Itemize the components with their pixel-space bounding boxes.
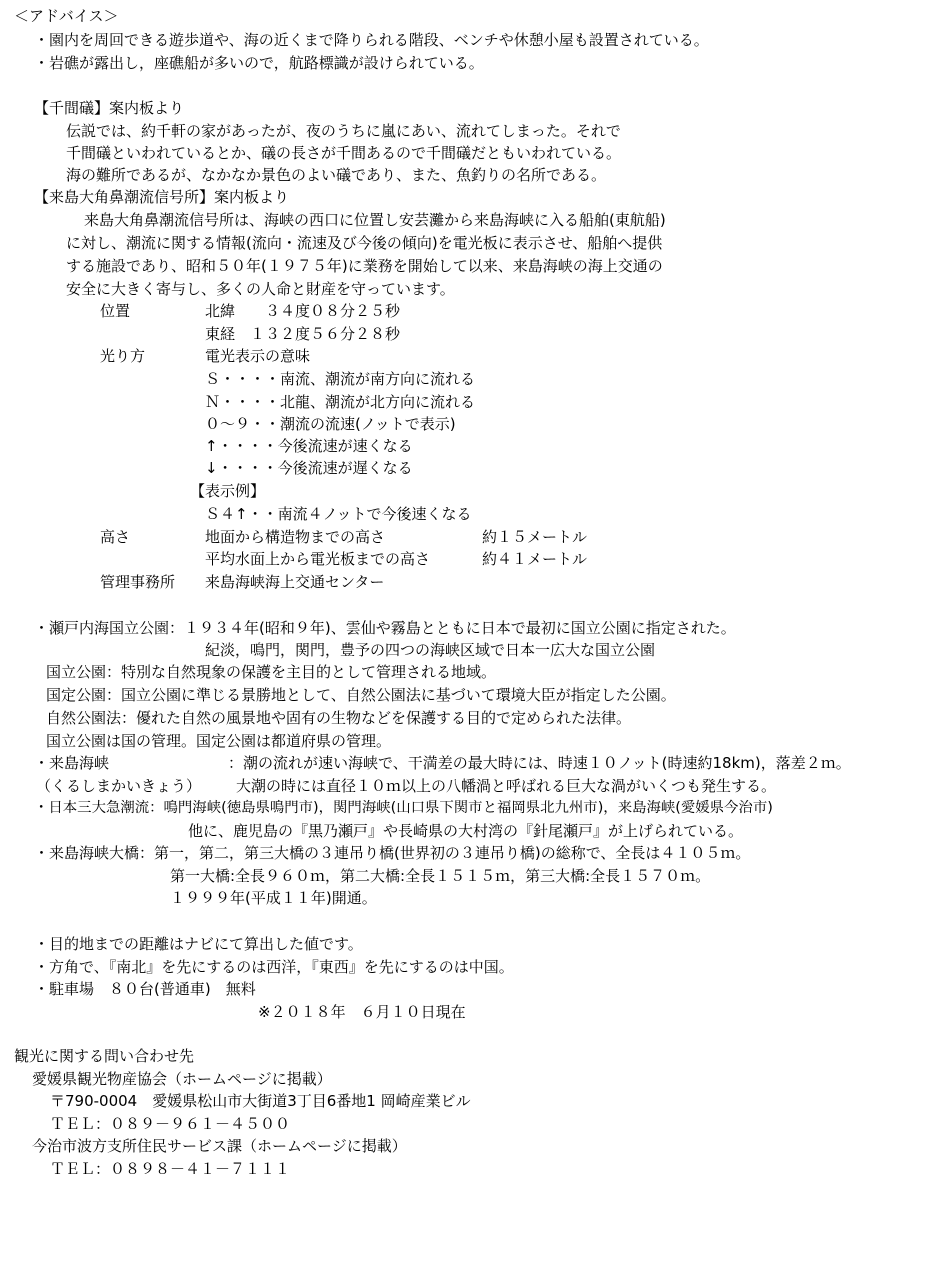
latitude: 北緯 ３４度０８分２５秒 xyxy=(205,302,401,320)
note-line: 紀淡，鳴門，関門，豊予の四つの海峡区域で日本一広大な国立公園 xyxy=(205,641,656,659)
advice-item: ・園内を周回できる遊歩道や、海の近くまで降りられる階段、ベンチや休憩小屋も設置されている。 xyxy=(34,31,709,49)
note-line: １９９９年(平成１１年)開通。 xyxy=(170,889,377,907)
contact-tel: ＴＥＬ：０８９－９６１－４５００ xyxy=(50,1115,291,1133)
height-desc: 平均水面上から電光板までの高さ xyxy=(205,550,431,568)
note-line: ・来島海峡 xyxy=(34,754,110,772)
note-line: ・日本三大急潮流：鳴門海峡(徳島県鳴門市)，関門海峡(山口県下関市と福岡県北九州市)，来島海峡(愛媛県今治市) xyxy=(34,800,773,816)
note-line: 国立公園：特別な自然現象の保護を主目的として管理される地域。 xyxy=(46,663,497,681)
senjojiki-line: 千間礒といわれているとか、礒の長さが千間あるので千間礒だともいわれている。 xyxy=(66,144,622,162)
contact-tel: ＴＥＬ：０８９８－４１－７１１１ xyxy=(50,1160,291,1178)
advice-item: ・岩礁が露出し，座礁船が多いので，航路標識が設けられている。 xyxy=(34,54,484,72)
note-line: 他に、鹿児島の『黒乃瀬戸』や長崎県の大村湾の『針尾瀬戸』が上げられている。 xyxy=(188,822,744,840)
contact-org: 愛媛県観光物産協会（ホームページに掲載） xyxy=(32,1070,332,1088)
height-desc: 地面から構造物までの高さ xyxy=(205,528,386,546)
signal-station-intro: 安全に大きく寄与し、多くの人命と財産を守っています。 xyxy=(66,280,455,298)
note-line: 大潮の時には直径１０ｍ以上の八幡渦と呼ばれる巨大な渦がいくつも発生する。 xyxy=(236,777,777,795)
signal-station-intro: に対し、潮流に関する情報(流向・流速及び今後の傾向)を電光板に表示させ、船舶へ提供 xyxy=(66,234,663,252)
signal-station-intro: する施設であり、昭和５０年(１９７５年)に業務を開始して以来、来島海峡の海上交通の xyxy=(66,257,663,275)
example-label: 【表示例】 xyxy=(190,482,266,500)
position-label: 位置 xyxy=(100,302,131,320)
senjojiki-line: 伝説では、約千軒の家があったが、夜のうちに嵐にあい、流れてしまった。それで xyxy=(66,122,621,140)
advice-heading: ＜アドバイス＞ xyxy=(14,7,119,25)
height-value: 約１５メートル xyxy=(482,528,588,546)
height-label: 高さ xyxy=(100,528,131,546)
light-meaning: ↓・・・・今後流速が遅くなる xyxy=(205,459,413,477)
misc-line: ・目的地までの距離はナビにて算出した値です。 xyxy=(34,935,363,953)
light-meaning: ０～９・・潮流の流速(ノットで表示) xyxy=(205,415,456,433)
light-meaning: Ｓ・・・・南流、潮流が南方向に流れる xyxy=(205,370,476,388)
date-note: ※２０１８年 ６月１０日現在 xyxy=(258,1003,466,1021)
light-meaning: ↑・・・・今後流速が速くなる xyxy=(205,437,413,455)
office-value: 来島海峡海上交通センター xyxy=(205,573,385,591)
signal-station-intro: 来島大角鼻潮流信号所は、海峡の西口に位置し安芸灘から来島海峡に入る船舶(東航船) xyxy=(84,211,666,229)
example-text: Ｓ４↑・・南流４ノットで今後速くなる xyxy=(205,505,472,523)
note-line: 国立公園は国の管理。国定公園は都道府県の管理。 xyxy=(46,732,392,750)
note-line: （くるしまかいきょう） xyxy=(36,777,202,795)
contact-org: 今治市波方支所住民サービス課（ホームページに掲載） xyxy=(32,1137,407,1155)
office-label: 管理事務所 xyxy=(100,573,176,591)
note-line: ：潮の流れが速い海峡で、干満差の最大時には、時速１０ノット(時速約18km)，落差２ｍ。 xyxy=(228,754,851,772)
light-label: 光り方 xyxy=(100,347,146,365)
misc-line: ・駐車場 ８０台(普通車) 無料 xyxy=(34,980,256,998)
height-value: 約４１メートル xyxy=(482,550,588,568)
light-meaning-title: 電光表示の意味 xyxy=(205,347,311,365)
signal-station-title: 【来島大角鼻潮流信号所】案内板より xyxy=(34,188,290,206)
note-line: ・来島海峡大橋：第一，第二，第三大橋の３連吊り橋(世界初の３連吊り橋)の総称で、全長は４１０５ｍ。 xyxy=(34,844,751,862)
note-line: 自然公園法：優れた自然の風景地や固有の生物などを保護する目的で定められた法律。 xyxy=(46,709,632,727)
contact-heading: 観光に関する問い合わせ先 xyxy=(14,1047,195,1065)
note-line: ・瀬戸内海国立公園：１９３４年(昭和９年)、雲仙や霧島とともに日本で最初に国立公園に指定された。 xyxy=(34,619,736,637)
light-meaning: Ｎ・・・・北龍、潮流が北方向に流れる xyxy=(205,393,476,411)
misc-line: ・方角で、『南北』を先にするのは西洋，『東西』を先にするのは中国。 xyxy=(34,958,514,976)
note-line: 第一大橋:全長９６０ｍ，第二大橋:全長１５１５ｍ，第三大橋:全長１５７０ｍ。 xyxy=(170,867,711,885)
senjojiki-title: 【千間礒】案内板より xyxy=(34,99,185,117)
contact-address: 〒790-0004 愛媛県松山市大街道3丁目6番地1 岡崎産業ビル xyxy=(50,1092,471,1110)
note-line: 国定公園：国立公園に準じる景勝地として、自然公園法に基づいて環境大臣が指定した公園。 xyxy=(46,686,676,704)
senjojiki-line: 海の難所であるが、なかなか景色のよい礒であり、また、魚釣りの名所である。 xyxy=(66,166,607,184)
longitude: 東経 １３２度５６分２８秒 xyxy=(205,325,401,343)
